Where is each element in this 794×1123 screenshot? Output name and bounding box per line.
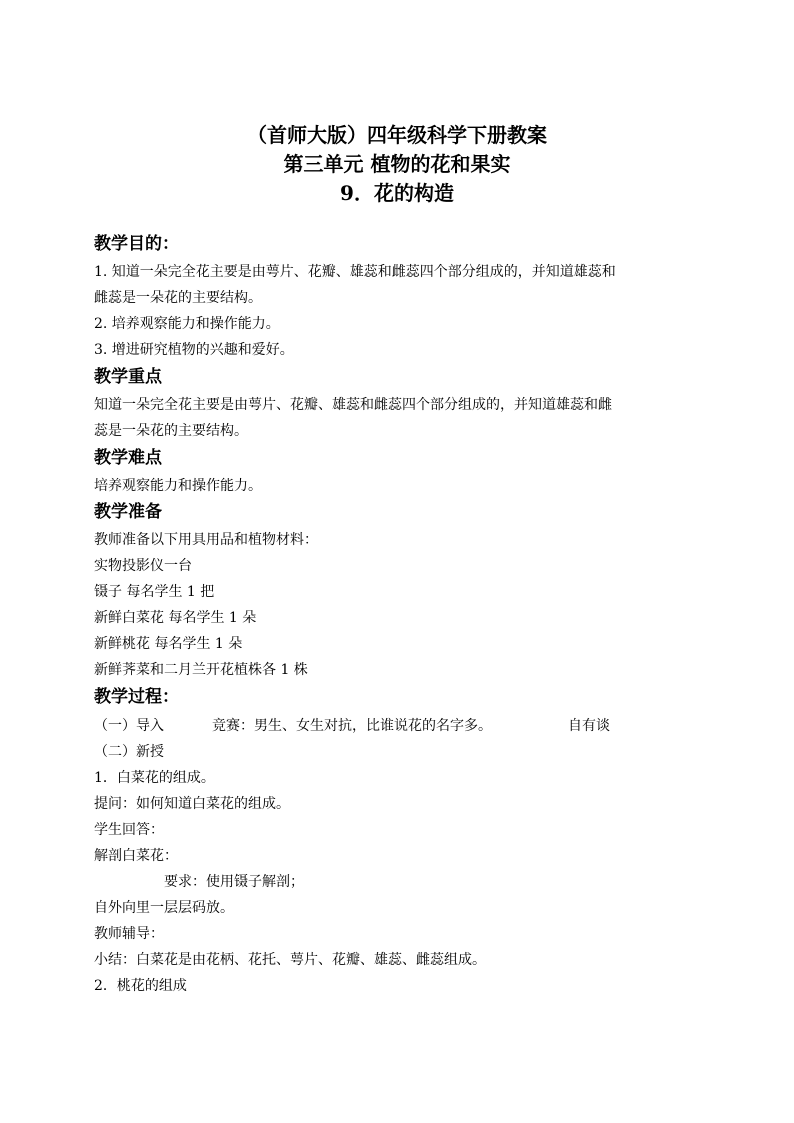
objectives-heading: 教学目的： [94, 234, 179, 254]
difficulties-line-1: 培养观察能力和操作能力。 [94, 478, 262, 494]
intro-text: 竞赛：男生、女生对抗，比谁说花的名字多。 [212, 718, 492, 734]
unit-title: 第三单元 植物的花和果实 [283, 152, 511, 176]
preparation-item: 新鲜桃花 每名学生 1 朵 [94, 636, 243, 652]
lesson-title: 9．花的构造 [340, 181, 454, 205]
outward-line: 自外向里一层层码放。 [94, 900, 234, 916]
objective-3: 3. 增进研究植物的兴趣和爱好。 [94, 342, 294, 358]
summary-line: 小结：白菜花是由花柄、花托、萼片、花瓣、雄蕊、雌蕊组成。 [94, 952, 486, 968]
intro-label: （一）导入 [94, 718, 164, 734]
preparation-heading: 教学准备 [94, 502, 162, 522]
objective-1-line-1: 1. 知道一朵完全花主要是由萼片、花瓣、雄蕊和雌蕊四个部分组成的，并知道雄蕊和 [94, 264, 616, 280]
document-title: （首师大版）四年级科学下册教案 [247, 123, 547, 147]
new-lesson-label: （二）新授 [94, 744, 164, 760]
key-points-line-1: 知道一朵完全花主要是由萼片、花瓣、雄蕊和雌蕊四个部分组成的，并知道雄蕊和雌 [94, 397, 612, 413]
key-points-line-2: 蕊是一朵花的主要结构。 [94, 423, 248, 439]
preparation-item: 新鲜白菜花 每名学生 1 朵 [94, 610, 257, 626]
preparation-item: 镊子 每名学生 1 把 [94, 584, 215, 600]
objective-1-line-2: 雌蕊是一朵花的主要结构。 [94, 290, 262, 306]
key-points-heading: 教学重点 [94, 367, 162, 387]
requirement-line: 要求：使用镊子解剖； [164, 874, 304, 890]
process-heading: 教学过程： [94, 687, 179, 707]
preparation-item: 教师准备以下用具用品和植物材料： [94, 532, 318, 548]
objective-2: 2. 培养观察能力和操作能力。 [94, 316, 280, 332]
question-line: 提问：如何知道白菜花的组成。 [94, 796, 290, 812]
intro-note: 自有谈 [568, 718, 610, 734]
preparation-item: 实物投影仪一台 [94, 558, 192, 574]
difficulties-heading: 教学难点 [94, 448, 162, 468]
answer-line: 学生回答： [94, 822, 164, 838]
dissect-line: 解剖白菜花： [94, 848, 178, 864]
guidance-line: 教师辅导： [94, 926, 164, 942]
section-2-title: 2．桃花的组成 [94, 978, 187, 994]
preparation-item: 新鲜荠菜和二月兰开花植株各 1 株 [94, 662, 308, 678]
section-1-title: 1．白菜花的组成。 [94, 770, 215, 786]
